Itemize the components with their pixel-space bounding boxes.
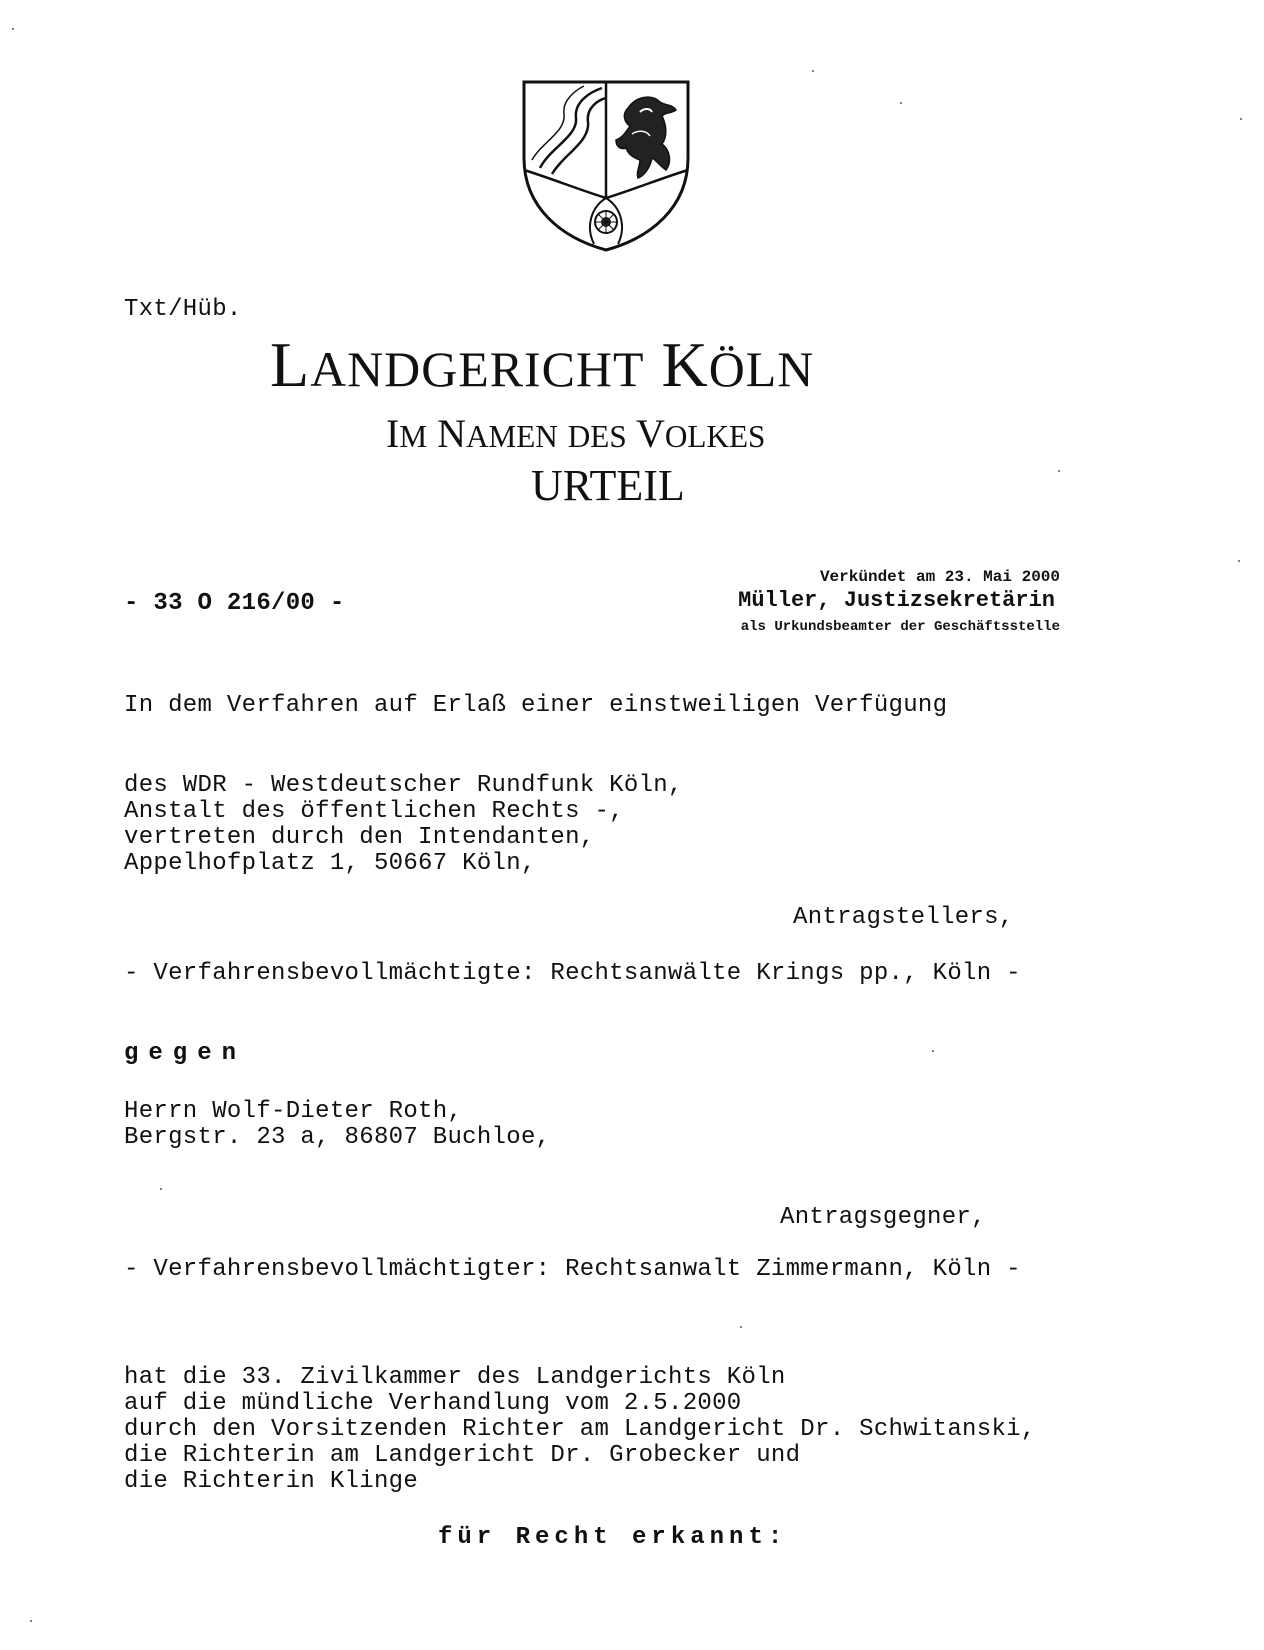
court-name — [270, 330, 814, 405]
case-number: - 33 O 216/00 - — [124, 590, 345, 617]
panel-line: die Richterin Klinge — [124, 1468, 419, 1495]
subtitle-amen: AMEN — [465, 419, 558, 454]
panel-line: durch den Vorsitzenden Richter am Landgericht Dr. Schwitanski, — [124, 1416, 1036, 1443]
applicant-line: Anstalt des öffentlichen Rechts -, — [124, 798, 624, 825]
subtitle-olkes: OLKES — [664, 419, 766, 454]
panel-line: auf die mündliche Verhandlung vom 2.5.2000 — [124, 1390, 742, 1417]
court-subtitle — [386, 412, 765, 459]
proceeding-text: In dem Verfahren auf Erlaß einer einstweiligen Verfügung — [124, 692, 948, 719]
panel-line: hat die 33. Zivilkammer des Landgerichts Köln — [124, 1364, 786, 1391]
scan-speck — [1238, 560, 1240, 562]
applicant-counsel: - Verfahrensbevollmächtigte: Rechtsanwälte Krings pp., Köln - — [124, 960, 1021, 987]
coat-of-arms-emblem — [520, 78, 692, 254]
subtitle-n: N — [437, 411, 466, 456]
subtitle-v: V — [635, 411, 665, 456]
subtitle-i: I — [386, 411, 400, 456]
scan-speck — [740, 1326, 742, 1328]
against-label: gegen — [124, 1040, 247, 1067]
subtitle-des: DES — [567, 419, 627, 454]
verdict-heading: für Recht erkannt: — [438, 1524, 788, 1551]
court-name-initial: L — [270, 329, 311, 400]
respondent-role: Antragsgegner, — [780, 1204, 986, 1231]
scan-speck — [932, 1050, 934, 1052]
subtitle-m: M — [399, 419, 428, 454]
applicant-line: vertreten durch den Intendanten, — [124, 824, 595, 851]
clerk-name: Müller, Justizsekretärin — [738, 588, 1055, 613]
court-city-rest: ÖLN — [708, 342, 815, 397]
applicant-line: des WDR - Westdeutscher Rundfunk Köln, — [124, 772, 683, 799]
panel-line: die Richterin am Landgericht Dr. Grobecker und — [124, 1442, 801, 1469]
announcement-date: Verkündet am 23. Mai 2000 — [819, 568, 1060, 586]
scan-speck — [30, 1620, 32, 1622]
applicant-role: Antragstellers, — [793, 904, 1014, 931]
scan-speck — [12, 28, 14, 30]
scan-speck — [1058, 470, 1060, 472]
scan-speck — [1240, 118, 1242, 120]
respondent-line: Herrn Wolf-Dieter Roth, — [124, 1098, 463, 1125]
clerk-role: als Urkundsbeamter der Geschäftsstelle — [740, 619, 1060, 635]
scan-speck — [812, 70, 814, 72]
scan-speck — [160, 1188, 162, 1190]
court-city-initial: K — [661, 329, 709, 400]
court-name-rest: ANDGERICHT — [310, 342, 645, 397]
respondent-counsel: - Verfahrensbevollmächtigter: Rechtsanwalt Zimmermann, Köln - — [124, 1256, 1021, 1283]
reference-code: Txt/Hüb. — [124, 296, 242, 323]
scan-speck — [900, 102, 902, 104]
respondent-line: Bergstr. 23 a, 86807 Buchloe, — [124, 1124, 551, 1151]
document-type: URTEIL — [531, 461, 685, 510]
applicant-line: Appelhofplatz 1, 50667 Köln, — [124, 850, 536, 877]
